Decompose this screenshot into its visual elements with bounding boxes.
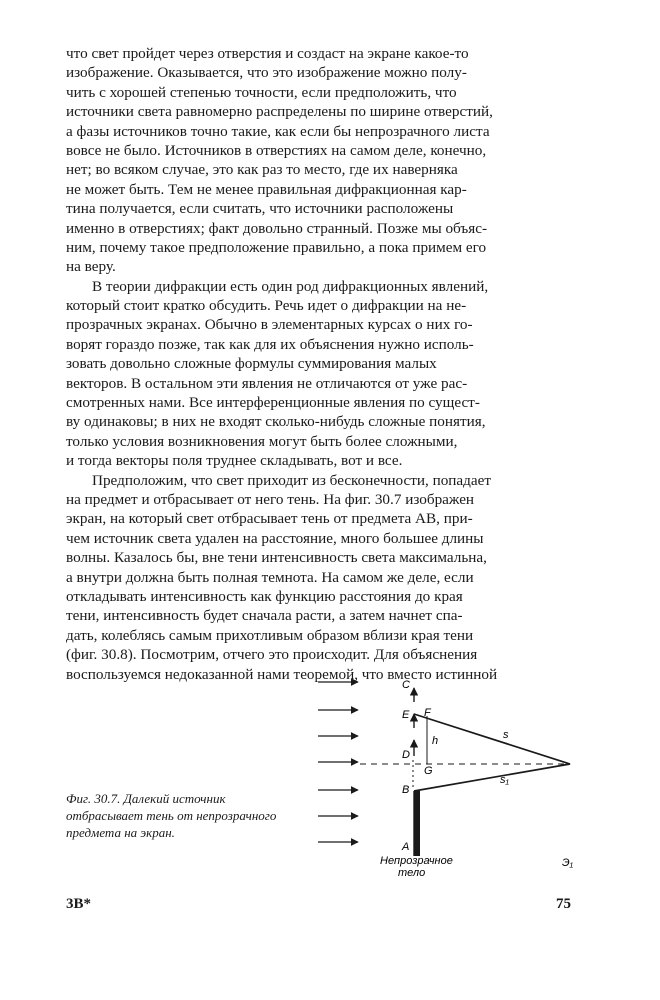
text-line: ву одинаковы; в них не входят сколько-нибудь сложные понятия, [66, 413, 486, 431]
text-line: а фазы источников точно такие, как если бы непрозрачного листа [66, 122, 490, 140]
label-B: B [402, 784, 410, 796]
text-line: (фиг. 30.8). Посмотрим, отчего это происходит. Для объяснения [66, 646, 478, 664]
label-D: D [402, 749, 410, 761]
page-number: 75 [556, 896, 571, 912]
label-h: h [432, 735, 439, 747]
incoming-light-arrows [318, 682, 358, 842]
text-line: источники света равномерно распределены по ширине отверстий, [66, 103, 493, 121]
main-text [66, 44, 576, 684]
text-line: именно в отверстиях; факт довольно странный. Позже мы объяс- [66, 219, 488, 237]
paragraph-1 [66, 44, 576, 277]
text-line: чем источник света удален на расстояние, много большее длины [66, 529, 484, 547]
text-line: тени, интенсивность будет сначала расти, а затем начнет спа- [66, 607, 463, 625]
opaque-body-label-line1: Непрозрачное [380, 855, 453, 867]
text-line: В теории дифракции есть один род дифракционных явлений, [92, 277, 489, 295]
label-screen: Э₁ [562, 857, 574, 869]
text-line: воспользуемся недоказанной нами теоремой, что вместо истинной [66, 665, 498, 683]
text-line: откладывать интенсивность как функцию расстояния до края [66, 587, 463, 605]
text-line: на веру. [66, 258, 116, 276]
label-G: G [424, 765, 433, 777]
text-line: только условия возникновения могут быть более сложными, [66, 432, 458, 450]
text-line: прозрачных экранах. Обычно в элементарных курсах о них го- [66, 316, 473, 334]
figure-caption: Фиг. 30.7. Далекий источник отбрасывает тень от непрозрачного предмета на экран. [66, 791, 277, 840]
text-line: тина получается, если считать, что источники расположены [66, 200, 454, 218]
label-E: E [402, 709, 410, 721]
text-line: вовсе не было. Источников в отверстиях на самом деле, конечно, [66, 141, 487, 159]
label-A: A [402, 841, 410, 853]
text-line: не может быть. Тем не менее правильная дифракционная кар- [66, 180, 467, 198]
figure-30-7-diagram [300, 660, 600, 890]
text-line: Предположим, что свет приходит из бесконечности, попадает [92, 471, 492, 489]
text-line: ним, почему такое предположение правильно, а пока примем его [66, 238, 487, 256]
path-lines [414, 714, 570, 791]
text-line: а внутри должна быть полная темнота. На самом же деле, если [66, 568, 474, 586]
opaque-object-hatch [414, 791, 420, 856]
text-line: чить с хорошей степенью точности, если предположить, что [66, 83, 457, 101]
label-F: F [424, 707, 431, 719]
text-line: нет; во всяком случае, это как раз то место, где их наверняка [66, 161, 458, 179]
label-s1: s₁ [500, 774, 509, 786]
text-line: изображение. Оказывается, что это изображение можно полу- [66, 64, 467, 82]
text-line: дать, колеблясь самым прихотливым образом вблизи края тени [66, 626, 474, 644]
text-line: который стоит кратко обсудить. Речь идет о дифракции на не- [66, 297, 467, 315]
opaque-body-label-line2: тело [398, 867, 426, 879]
paragraph-2 [66, 277, 576, 471]
text-line: что свет пройдет через отверстия и создаст на экране какое-то [66, 45, 469, 62]
text-line: экран, на который свет отбрасывает тень от предмета AB, при- [66, 510, 473, 528]
text-line: зовать довольно сложные формулы суммирования малых [66, 355, 437, 373]
label-s: s [503, 729, 509, 741]
text-line: ворят гораздо позже, так как для их объяснения нужно исполь- [66, 335, 474, 353]
text-line: смотренных нами. Все интерференционные явления по сущест- [66, 394, 480, 412]
text-line: векторов. В остальном эти явления не отличаются от уже рас- [66, 374, 468, 392]
signature-mark: 3B* [66, 896, 92, 912]
text-line: на предмет и отбрасывает от него тень. На фиг. 30.7 изображен [66, 490, 475, 508]
paragraph-3 [66, 471, 576, 684]
text-line: и тогда векторы поля труднее складывать, вот и все. [66, 452, 403, 470]
text-line: волны. Казалось бы, вне тени интенсивность света максимальна, [66, 549, 487, 567]
label-C: C [402, 679, 410, 691]
